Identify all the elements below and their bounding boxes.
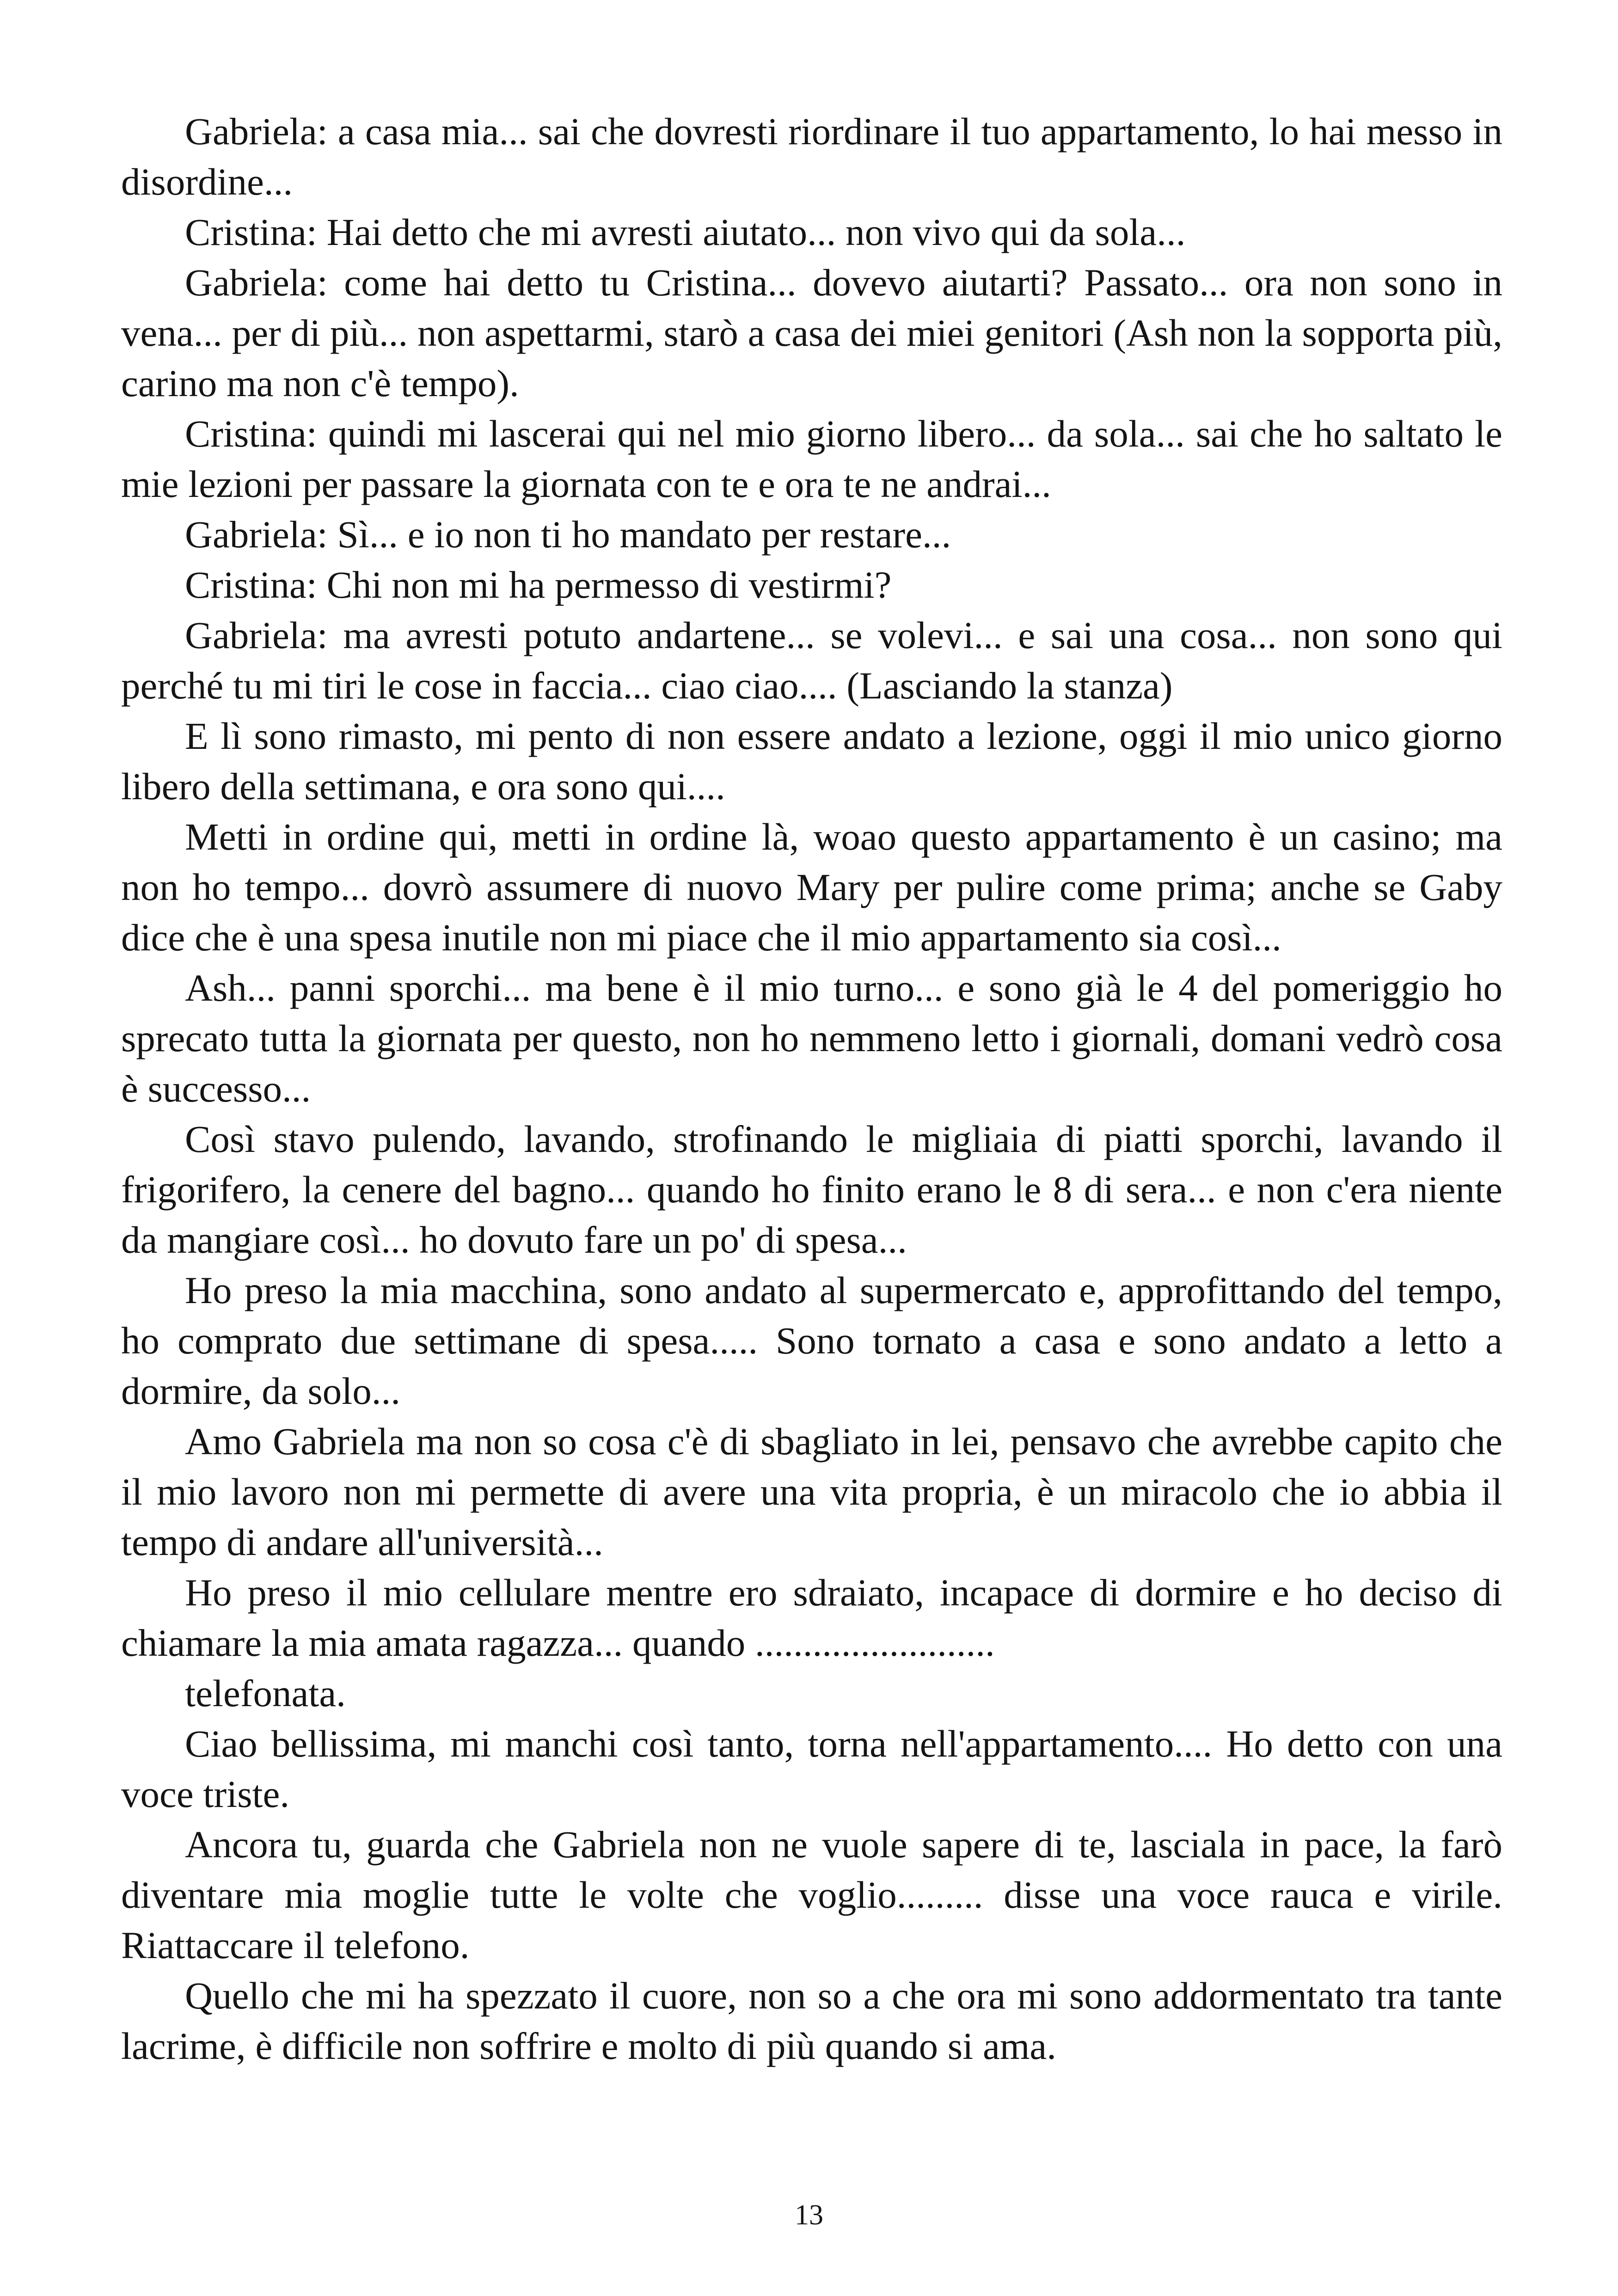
paragraph: Gabriela: Sì... e io non ti ho mandato per restare... bbox=[185, 513, 951, 556]
paragraph: Ancora tu, guarda che Gabriela non ne vuole sapere di te, lasciala in pace, la farò diventare mia moglie tutte le volte che voglio......... disse una voce rauca e virile. Riattaccare il telefono. bbox=[121, 1823, 1502, 1966]
paragraph: Gabriela: come hai detto tu Cristina... dovevo aiutarti? Passato... ora non sono in vena... per di più... non aspettarmi, starò a casa dei miei genitori (Ash non la sopporta più, carino ma non c'è tempo). bbox=[121, 261, 1502, 404]
paragraph: telefonata. bbox=[185, 1672, 346, 1714]
paragraph: Metti in ordine qui, metti in ordine là, woao questo appartamento è un casino; ma non ho tempo... dovrò assumere di nuovo Mary per pulire come prima; anche se Gaby dice che è una spesa inutile non mi piace che il mio appartamento sia così... bbox=[121, 815, 1502, 959]
paragraph: Ciao bellissima, mi manchi così tanto, torna nell'appartamento.... Ho detto con una voce triste. bbox=[121, 1722, 1502, 1815]
page-body bbox=[121, 106, 1502, 2071]
paragraph: Cristina: Hai detto che mi avresti aiutato... non vivo qui da sola... bbox=[185, 211, 1186, 253]
paragraph: Gabriela: ma avresti potuto andartene... se volevi... e sai una cosa... non sono qui perché tu mi tiri le cose in faccia... ciao ciao.... (Lasciando la stanza) bbox=[121, 614, 1502, 707]
paragraph: Quello che mi ha spezzato il cuore, non so a che ora mi sono addormentato tra tante lacrime, è difficile non soffrire e molto di più quando si ama. bbox=[121, 1974, 1502, 2067]
page-number: 13 bbox=[795, 2199, 823, 2231]
paragraph: Cristina: quindi mi lascerai qui nel mio giorno libero... da sola... sai che ho saltato le mie lezioni per passare la giornata con te e ora te ne andrai... bbox=[121, 412, 1502, 505]
paragraph: Amo Gabriela ma non so cosa c'è di sbagliato in lei, pensavo che avrebbe capito che il mio lavoro non mi permette di avere una vita propria, è un miracolo che io abbia il tempo di andare all'università... bbox=[121, 1420, 1502, 1563]
paragraph: Gabriela: a casa mia... sai che dovresti riordinare il tuo appartamento, lo hai messo in disordine... bbox=[121, 110, 1502, 203]
paragraph: Cristina: Chi non mi ha permesso di vestirmi? bbox=[185, 563, 892, 606]
paragraph: E lì sono rimasto, mi pento di non essere andato a lezione, oggi il mio unico giorno libero della settimana, e ora sono qui.... bbox=[121, 715, 1502, 808]
paragraph: Così stavo pulendo, lavando, strofinando le migliaia di piatti sporchi, lavando il frigorifero, la cenere del bagno... quando ho finito erano le 8 di sera... e non c'era niente da mangiare così... ho dovuto fare un po' di spesa... bbox=[121, 1118, 1502, 1261]
paragraph: Ho preso il mio cellulare mentre ero sdraiato, incapace di dormire e ho deciso di chiamare la mia amata ragazza... quando ......................... bbox=[121, 1571, 1502, 1664]
paragraph: Ash... panni sporchi... ma bene è il mio turno... e sono già le 4 del pomeriggio ho sprecato tutta la giornata per questo, non ho nemmeno letto i giornali, domani vedrò cosa è successo... bbox=[121, 967, 1502, 1110]
paragraph: Ho preso la mia macchina, sono andato al supermercato e, approfittando del tempo, ho comprato due settimane di spesa..... Sono tornato a casa e sono andato a letto a dormire, da solo... bbox=[121, 1269, 1502, 1412]
